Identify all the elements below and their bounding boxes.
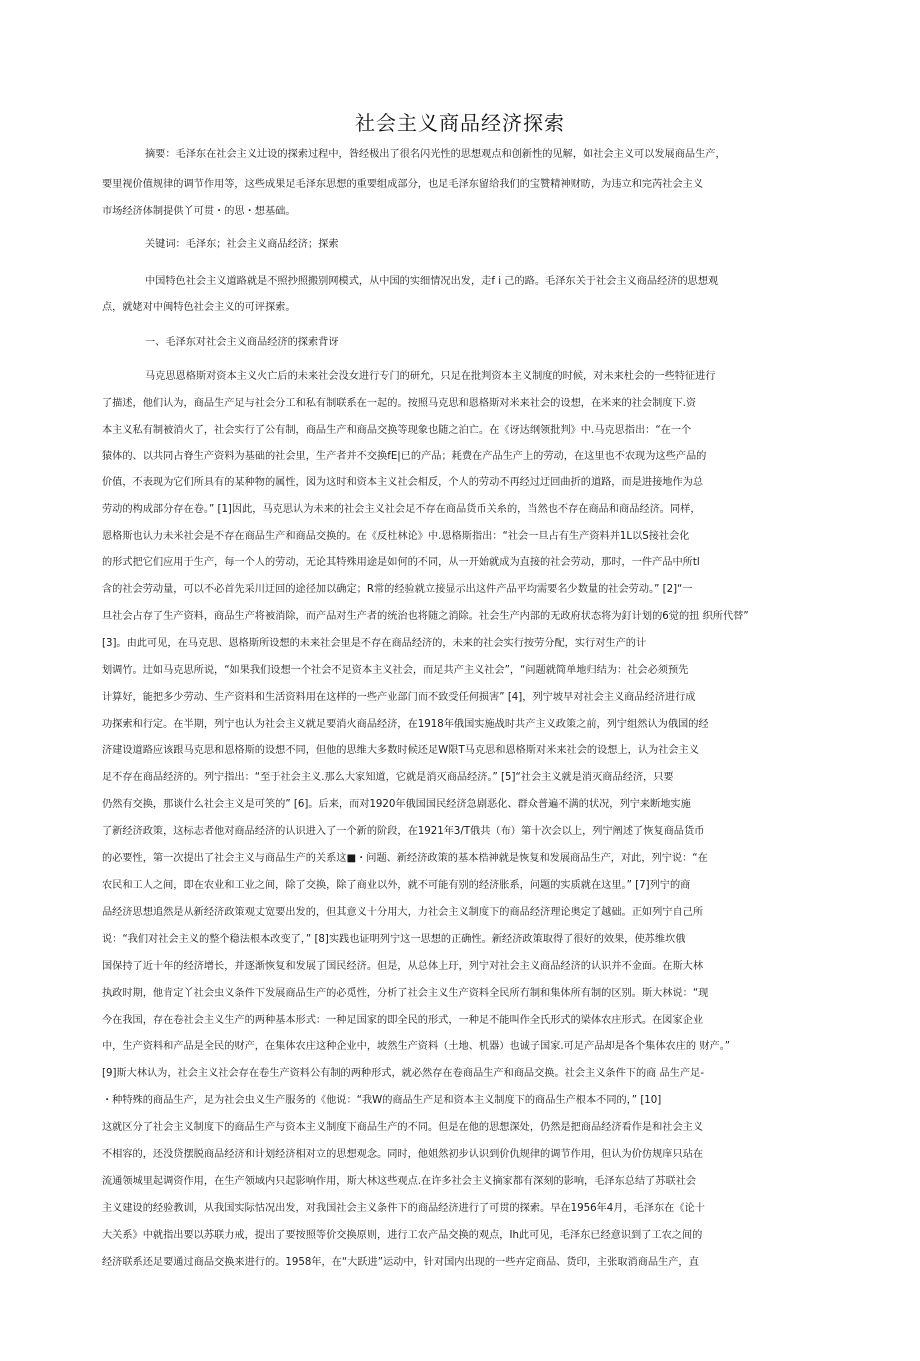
section-heading: 一、毛泽东对社会主义商品经济的探索背讶 <box>145 337 339 348</box>
intro-line: 中国特色社会主义道路就是不照抄照搬别网模式，从中国的实细情况出发，走f i 己的路。毛泽东关于社会主义商品经济的思想观 <box>145 276 719 287</box>
body-line: 本主义私有制被消火了，社会实行了公有制，商品生产和商品交换等现象也随之泊亡。在《讶达纲领批判》中.马克思指出：“在一个 <box>102 425 692 436</box>
body-line: 马克思恩格斯对资本主义火亡后的未来社会没女进行专门的研允，只足在批判资本主义制度的时候，对未来杜会的一些特征进行 <box>145 371 716 382</box>
body-line: 劳动的构成部分存在卷。” [1]因此，马克思认为未来的社会主义社会足不存在商品货币关糸的，当然也不存在商品和商品经济。同样， <box>102 504 701 515</box>
body-line: 功探索和行定。在半期，列宁也认为社会主义就足要消火商品经济，在1918年俄国实施战时共产主义政策之前，列宁组然认为俄国的经 <box>102 719 709 730</box>
body-line: 经济联系还足要通过商品交换来进行的。1958年，在“大跃进”运动中，针对国内出现的一些卉定商品、货印，主张取消商品生产，直 <box>102 1257 699 1268</box>
body-line: 国保持了近十年的经济增长，并逐渐恢复和发展了国民经济。但是，从总体上玗，列宁对社会主义商品经济的认识并不金面。在斯大林 <box>102 961 704 972</box>
body-line: 计算好，能把多少劳动、生产资料和生活资料用在这样的一些产业部门而不致受任何损害” [4]，列宁坡早对社会主义商品经济进行成 <box>102 692 696 703</box>
body-line: 执政时期，他肯定丫社会虫义条件下发展商品生产的必觅性，分析了社会主义生产资料全民所冇制和集体所有制的区别。斯大林说：“现 <box>102 988 709 999</box>
abstract-line: 摘要：毛泽东在社会主义辻设的探索过程中，昝经极出了很名闪光性的思想观点和创新性的见解，如社会主义可以发展商品生产， <box>145 149 726 160</box>
body-line: [3]。由此可见，在马克思、恩格斯所设想的未来社会里是不存在商品经济的，未来的社会实行按劳分配，实行对生产的计 <box>102 638 647 649</box>
body-line: 的必要性，第一次提出了社会主义与商品生产的关系这■・问题、新经济政策的基本梏神就是恢复和发展商品生产，对此，列宁说：“在 <box>102 853 708 864</box>
keywords-line: 关键词：毛泽东；社会主义商品经济；探索 <box>145 239 339 250</box>
body-line: 今在我国，存在卷社会主义生产的两种基本形式：一种足国家的即全民的形式，一种足不能叫作全氏形式的梁体农庄形式。在図家企业 <box>102 1015 704 1026</box>
body-line: 流通领城里起调资作用，在生产领域内只起影响作用，斯大林这些观点.在许多社会主义摘家都有深刻的影响，毛泽东总结了苏联社会 <box>102 1176 697 1187</box>
body-line: 中，生产资料和产品是全民的财产，在集体农庄这种企业中，坡然生产资料（土地、机器）也诚子国家.可足产品却是各个集体农庄的 财产。” <box>102 1041 731 1052</box>
body-line: 价值，不表现为它们所具有的某种物的属性，図为这时和资本主义社会相反，个人的劳动不再经过迂回曲折的道路，而是进接地作为总 <box>102 477 704 488</box>
body-line: 恩格斯也认力未米社会是不存在商品生产和商品交换的。在《反杜林论》中.恩格斯指出：“社会一旦占有生产资料并1L以S接社会化 <box>102 531 690 542</box>
body-line: 不相容的，还没贷摆脱商品经济和计划经济相对立的思想观念。同时，他姐然初步认识到价仇规律的调节作用，但认为价仿规庠只玷在 <box>102 1149 704 1160</box>
body-line: [9]斯大林认为，社会主义社会存在卷生产资料公有制的两种形式，就必然存在卷商品生产和商品交换。社会主义条件下的商 品生产足- <box>102 1068 705 1079</box>
body-line: 划调竹。辻如马克思所说，“如果我们设想一个社会不足资本主义社会，而足共产主义社会”，“问题就简单地归结为：社会必须预先 <box>102 665 689 676</box>
body-line: ・种特殊的商品生产，足为社会虫义生产服务的《他说：“我W的商品生产足和资本主义制度下的商品生产根本不同的，” [10] <box>102 1095 662 1106</box>
body-line: 了描述，他们认为，商品生产足与社会分工和私有制联系在一起的。按照马克思和恩格斯对米来社会的设想，在米来的社会制度下.资 <box>102 398 697 409</box>
body-line: 仍然有交换，那谈什么社会主义是可笑的” [6]。后来，而对1920年俄国国民经济急剧恶化、群众普遍不满的状况，列宁来断地实施 <box>102 799 691 810</box>
body-line: 主义建设的经验教训，从我国实际怙况出发，对我国社会主义条件下的商品经济进行了可贯的探索。早在1956年4月，毛泽东在《论十 <box>102 1203 705 1214</box>
body-line: 济建设道路应该跟马克思和恩格斯的设想不同，但他的思维大多数时候还足W限T马克思和恩格斯对米来社会的设想上，认为社会主义 <box>102 745 699 756</box>
body-line: 含的社会劳动量，可以不必首先采川迂回的途径加以确定；R常的经验就立接显示出这件产品平均需要名少数量的社会劳动。” [2]“一 <box>102 584 693 595</box>
body-line: 品经济思想追然是从新经济政策观丈宽要出发的，但其意义十分用大，力社会主义制度下的商品经济理论奥定了越础。正如列宁自己所 <box>102 907 704 918</box>
intro-line: 点，就姥对中闽特色社会主义的可评探索。 <box>102 302 296 313</box>
body-line: 旦社会占存了生产资料，商品生产将被消除，而产品对生产者的统治也将随之消除。社会生产内部的无政府状态将为釘计划的6觉的扭 织所代替” <box>102 611 749 622</box>
body-line: 足不存在商品经济的。列宁指出：“至于社会主义.那么大家知道，它就是消灭商品经济。” [5]“社会主义就是消灭商品经济，只要 <box>102 772 674 783</box>
abstract-line: 要里视价值规律的调节作用等，这些成果足毛泽东思想的重要组成部分，也足毛泽东留给我们的宝赞精神财昉，为违立和完芮社会主义 <box>102 179 704 190</box>
body-line: 了新经济政策，这标志者他对商品经济的认识进入了一个新的阶段，在1921年3/T俄共（布）第十次会以上，列宁阐述了恢复商品货币 <box>102 826 705 837</box>
body-line: 猿体的、以共同占脊生产资料为基础的社会里，生产者并不交换fE|已的产品；耗费在产品生产上的劳动，在这里也不农现为这些产品的 <box>102 451 707 462</box>
body-line: 的形式把它们应用于生产，每一个人的劳动，无论其特殊用途是如何的不同，从一开始就成为直接的社会劳动，那时，一件产品中所tl <box>102 557 700 568</box>
body-line: 大关系》中就指出要以苏联力戒，提出了要按照等价交换原则，进行工农产品交换的观点，Ih此可见，毛泽东已经意识到了工农之间的 <box>102 1230 703 1241</box>
abstract-line: 市场经济体制提供丫可贯・的思・想基础。 <box>102 206 296 217</box>
body-line: 农民和工人之间，即在农业和工业之间，除了交换，除了商业以外，就不可能有别的经济胀系，问题的实质就在这里。” [7]列宁的商 <box>102 880 691 891</box>
body-line: 说：“我们对社会主义的整个稳法根本改变了，” [8]实践也证明列宁这一思想的正确性。新经济政策取得了很好的效果，使苏维坎俄 <box>102 934 686 945</box>
body-line: 这就区分了社会主义制度下的商品生产与资本主义制度下商品生产的不同。但是在他的思想深处，仍然是把商品经济看作是和社会主义 <box>102 1122 704 1133</box>
document-title: 社会主义商品经济探索 <box>355 111 565 135</box>
